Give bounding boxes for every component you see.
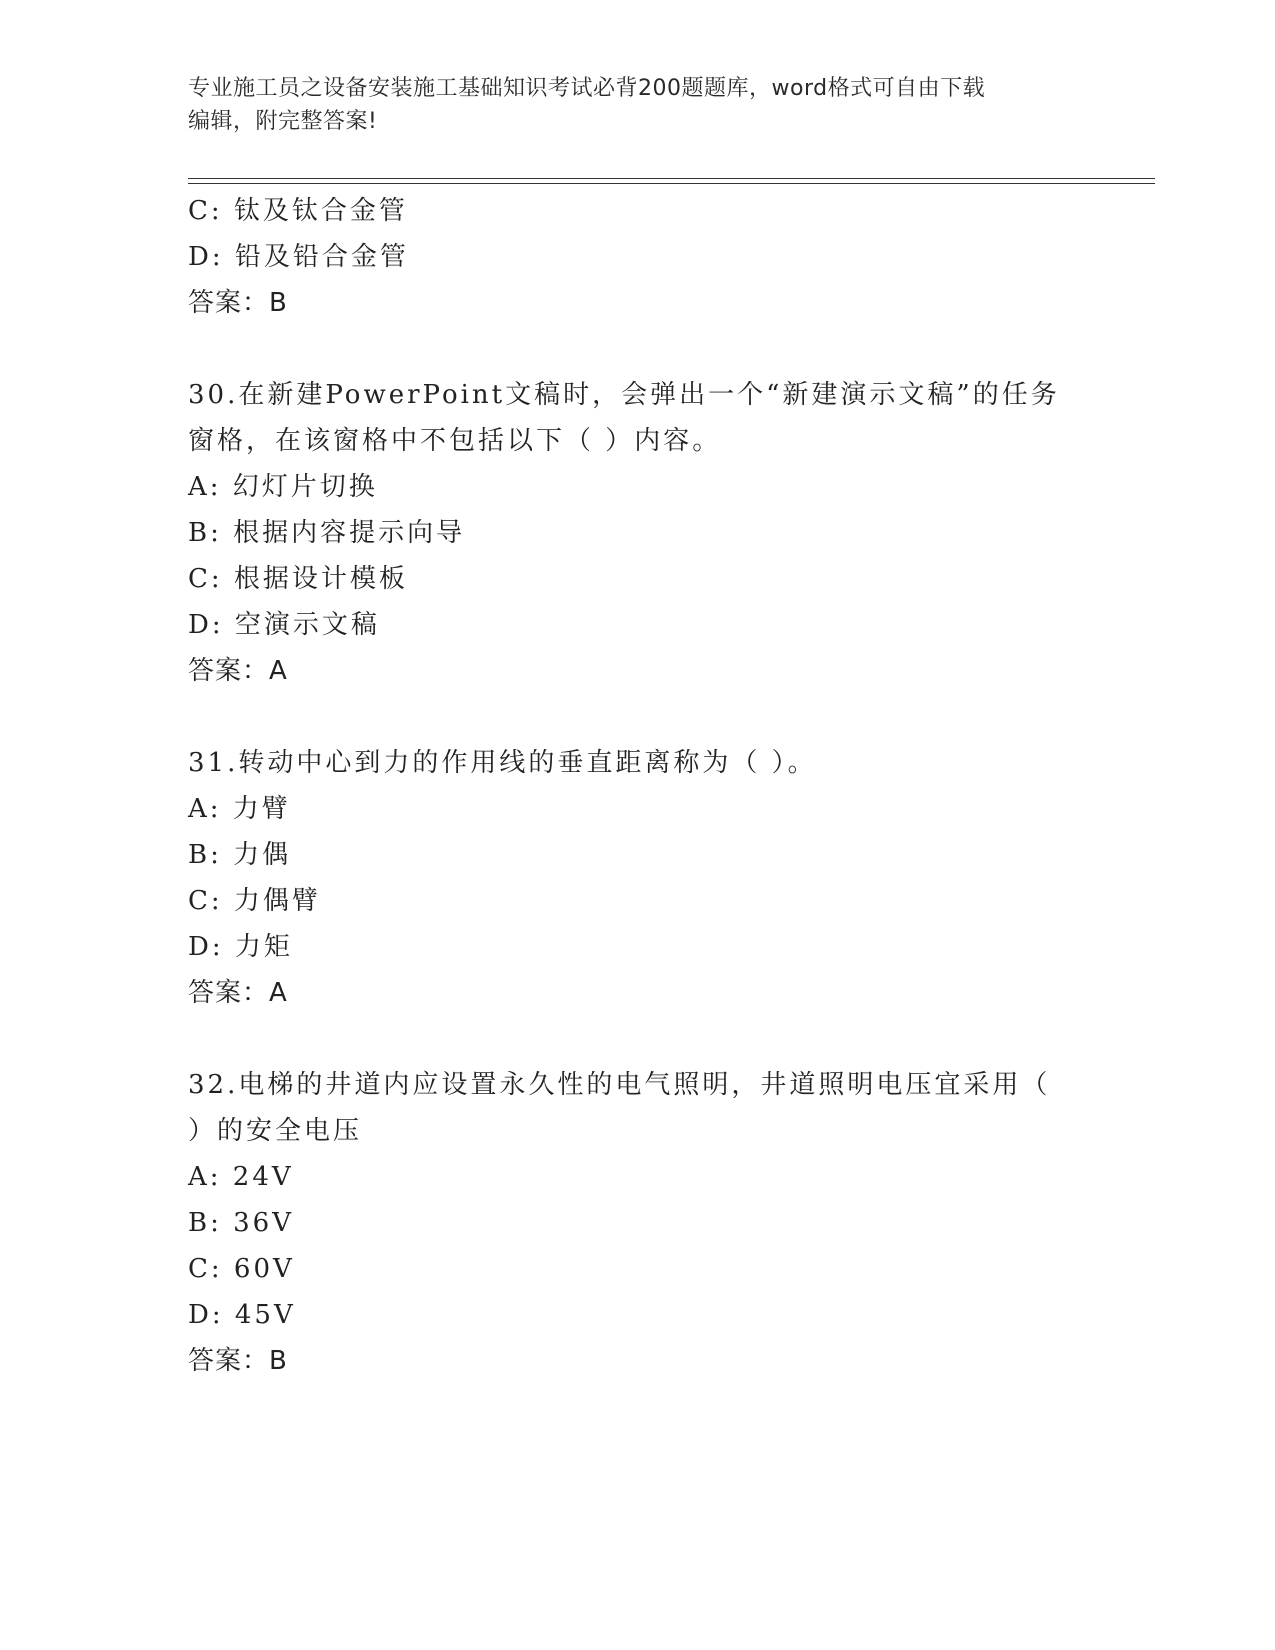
- option-d: D: 铅及铅合金管: [188, 242, 409, 272]
- option-b: B: 根据内容提示向导: [188, 518, 466, 548]
- option-d: D: 45V: [188, 1300, 296, 1330]
- question-text-line-1: 32.电梯的井道内应设置永久性的电气照明，井道照明电压宜采用（: [188, 1070, 1051, 1100]
- option-a: A: 幻灯片切换: [188, 472, 378, 502]
- option-c: C: 60V: [188, 1254, 295, 1284]
- header-divider-bottom: [188, 183, 1155, 184]
- option-c: C: 根据设计模板: [188, 564, 408, 594]
- question-spacer: [188, 1016, 1088, 1062]
- question-text-line-2: 窗格，在该窗格中不包括以下（ ）内容。: [188, 426, 722, 456]
- question-list: [188, 188, 1088, 1384]
- header-title-line-2: 编辑，附完整答案!: [188, 109, 378, 134]
- option-c: C: 力偶臂: [188, 886, 321, 916]
- question-text-line-1: 30.在新建PowerPoint文稿时，会弹出一个“新建演示文稿”的任务: [188, 380, 1060, 410]
- option-a: A: 24V: [188, 1162, 294, 1192]
- question-spacer: [188, 326, 1088, 372]
- header-divider-top: [188, 178, 1155, 179]
- option-b: B: 力偶: [188, 840, 292, 870]
- question-text-line-2: ）的安全电压: [188, 1116, 363, 1146]
- option-c: C: 钛及钛合金管: [188, 196, 408, 226]
- answer-label: 答案：A: [188, 978, 288, 1008]
- question-block-31: [188, 740, 1088, 1016]
- option-d: D: 力矩: [188, 932, 293, 962]
- option-b: B: 36V: [188, 1208, 294, 1238]
- answer-label: 答案：B: [188, 1346, 288, 1376]
- document-header: [188, 72, 1088, 138]
- question-block-32: [188, 1062, 1088, 1384]
- answer-label: 答案：B: [188, 288, 288, 318]
- question-block-30: [188, 372, 1088, 694]
- option-d: D: 空演示文稿: [188, 610, 380, 640]
- question-text-line-1: 31.转动中心到力的作用线的垂直距离称为（ ）。: [188, 748, 817, 778]
- question-spacer: [188, 694, 1088, 740]
- option-a: A: 力臂: [188, 794, 291, 824]
- question-block-29-fragment: [188, 188, 1088, 326]
- answer-label: 答案：A: [188, 656, 288, 686]
- header-title-line-1: 专业施工员之设备安装施工基础知识考试必背200题题库，word格式可自由下载: [188, 76, 986, 101]
